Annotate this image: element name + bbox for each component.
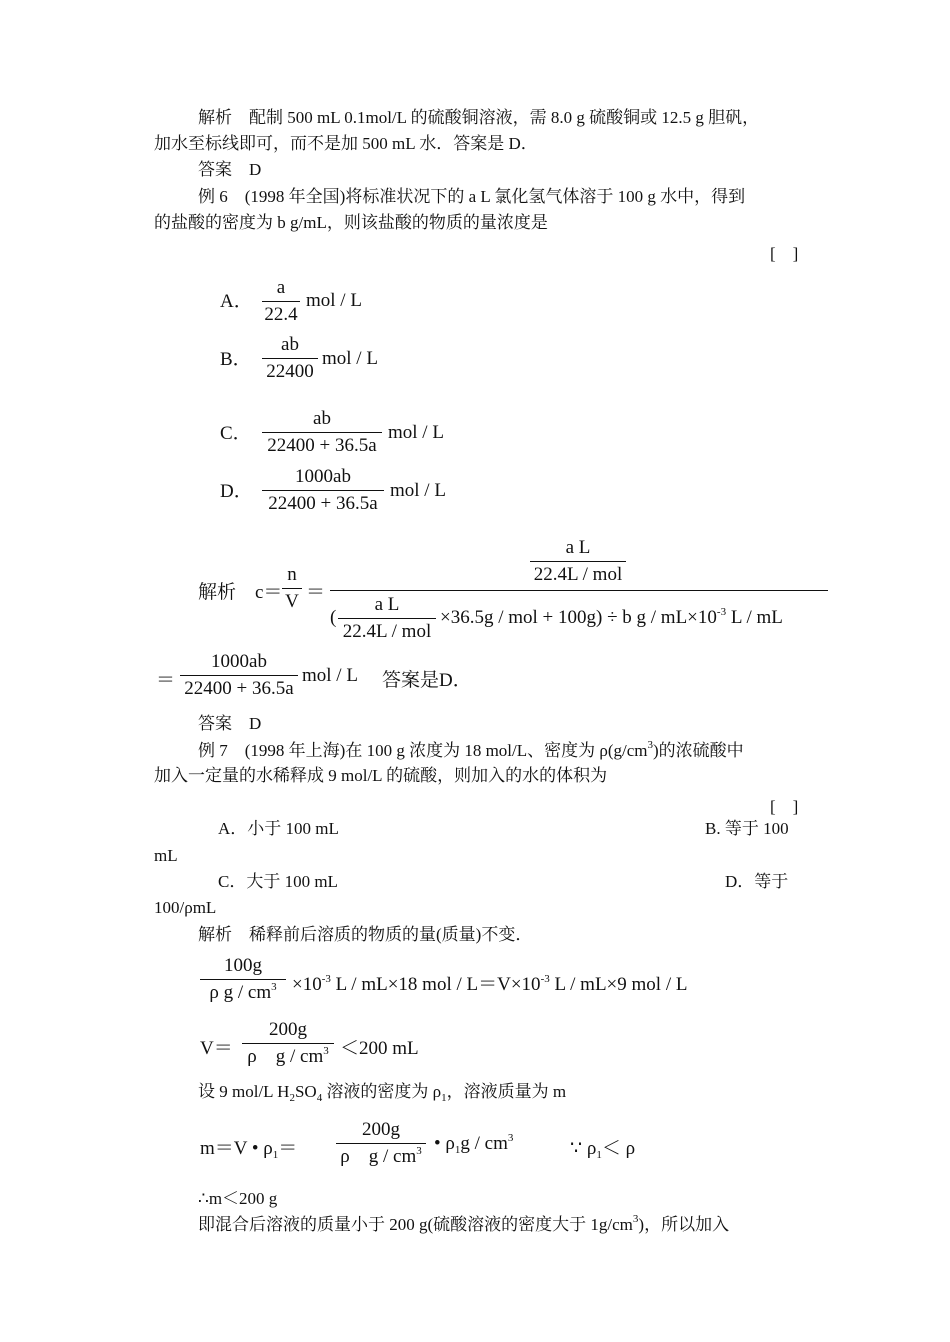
bottom-expression-tail: L / mL: [726, 607, 783, 628]
example-7-line-2: 加入一定量的水稀释成 9 mol/L 的硫酸，则加入的水的体积为: [154, 766, 608, 785]
eq2-tail: ＜200 mL: [340, 1038, 419, 1059]
option-c-denominator: 22400 + 36.5a: [267, 435, 377, 456]
option-7d: D．等于: [725, 872, 789, 891]
main-fraction-bar: [330, 590, 828, 591]
eq2-fraction: [242, 1018, 334, 1069]
sub-1: 1: [441, 1092, 447, 1104]
set-part-b: SO: [294, 1082, 317, 1101]
option-b-numerator: ab: [281, 334, 299, 355]
bottom-exponent: -3: [716, 606, 727, 618]
eq3-mid: • ρ: [434, 1133, 455, 1154]
sub-4: 4: [316, 1092, 323, 1104]
result-unit: mol / L: [302, 665, 358, 686]
option-a-fraction: [262, 276, 300, 327]
option-b-label: B．: [220, 349, 252, 370]
eq1-exp-2: -3: [540, 973, 550, 985]
eq1-denominator-text: ρ g / cm: [209, 982, 272, 1003]
density-set-line: [198, 1081, 566, 1103]
option-7a: A．小于 100 mL: [218, 819, 339, 838]
option-d-denominator: 22400 + 36.5a: [268, 493, 378, 514]
example-6-line-1: 例 6 (1998 年全国)将标准状况下的 a L 氯化氢气体溶于 100 g 水中，得到: [198, 187, 746, 206]
analysis-line-1: 解析 配制 500 mL 0.1mol/L 的硫酸铜溶液，需 8.0 g 硫酸铜或 12.5 g 胆矾，: [198, 108, 760, 127]
option-d-numerator: 1000ab: [295, 466, 351, 487]
option-7b: B. 等于 100: [705, 819, 789, 838]
eq1-rest-1: L / mL×18 mol / L＝V×10: [330, 974, 541, 995]
eq1-rest-2: L / mL×9 mol / L: [549, 974, 688, 995]
bottom-inner-denominator: 22.4L / mol: [342, 621, 432, 642]
option-a-label: A．: [220, 291, 253, 312]
result-answer: 答案是D．: [382, 670, 472, 691]
eq2-denominator-text: ρ g / cm: [247, 1046, 324, 1067]
eq3-sub-1b: 1: [454, 1144, 461, 1156]
eq3-sub-1: 1: [272, 1149, 279, 1161]
eq1-denominator-sup: 3: [271, 981, 277, 993]
answer-bracket: [ ]: [770, 244, 799, 263]
therefore-line: ∴m＜200 g: [198, 1189, 278, 1208]
option-d-unit: mol / L: [390, 480, 446, 501]
bottom-inner-numerator: a L: [374, 594, 400, 615]
top-inner-fraction: [530, 536, 626, 587]
option-7c: C．大于 100 mL: [218, 872, 338, 891]
option-c-fraction: [262, 407, 382, 458]
solution-7-intro: 解析 稀释前后溶质的物质的量(质量)不变．: [198, 925, 533, 944]
eq3-because: [570, 1133, 635, 1160]
eq3-prefix: [200, 1133, 297, 1160]
set-part-d: ，溶液质量为 m: [446, 1082, 567, 1101]
bottom-expression: [440, 607, 783, 629]
eq1-rest: [292, 969, 687, 996]
eq3-unit-sup: 3: [507, 1132, 514, 1144]
eq3-less-than: ＜ ρ: [601, 1138, 636, 1159]
option-7b-cont: mL: [154, 846, 178, 865]
bottom-open-paren: (: [330, 607, 337, 628]
eq3-because-text: ∵ ρ: [570, 1138, 597, 1159]
conclusion-line: [198, 1214, 729, 1236]
eq1-fraction: [200, 954, 286, 1005]
equals-sign: ＝: [306, 582, 326, 603]
n-over-v-fraction: [282, 563, 302, 614]
example-7-line-1: [198, 740, 744, 762]
eq2-numerator: 200g: [269, 1019, 307, 1040]
option-a-denominator: 22.4: [264, 304, 298, 325]
example-7-line-1-text: 例 7 (1998 年上海)在 100 g 浓度为 18 mol/L、密度为 ρ(g/cm: [198, 741, 648, 760]
example-7-sup: 3: [647, 739, 654, 751]
eq1-numerator: 100g: [224, 955, 262, 976]
option-b-denominator: 22400: [266, 361, 314, 382]
v-symbol: V: [285, 591, 299, 612]
set-part-a: 设 9 mol/L H: [198, 1082, 290, 1101]
set-part-c: 溶液的密度为 ρ: [322, 1082, 442, 1101]
result-fraction: [180, 650, 298, 701]
eq3-prefix-text: m＝V • ρ: [200, 1138, 273, 1159]
solution-6-prefix: 解析 c＝: [198, 582, 283, 603]
answer-line: 答案 D: [198, 160, 262, 179]
eq3-equals: ＝: [278, 1138, 298, 1159]
answer-bracket-7: [ ]: [770, 797, 799, 816]
option-c-numerator: ab: [313, 408, 331, 429]
option-d-label: D．: [220, 481, 253, 502]
option-a-numerator: a: [276, 277, 286, 298]
top-inner-numerator: a L: [565, 537, 591, 558]
analysis-line-2: 加水至标线即可，而不是加 500 mL 水．答案是 D．: [154, 134, 538, 153]
top-inner-denominator: 22.4L / mol: [533, 564, 623, 585]
eq3-fraction: [336, 1118, 426, 1169]
eq1-mid: ×10: [292, 974, 322, 995]
eq1-exp-1: -3: [321, 973, 331, 985]
conclusion-tail: )，所以加入: [638, 1215, 730, 1234]
conclusion-sup: 3: [632, 1213, 639, 1225]
option-a-unit: mol / L: [306, 290, 362, 311]
option-7d-cont: 100/ρmL: [154, 898, 217, 917]
example-6-line-2: 的盐酸的密度为 b g/mL，则该盐酸的物质的量浓度是: [154, 213, 548, 232]
option-d-fraction: [262, 465, 384, 516]
answer-6-line: 答案 D: [198, 714, 262, 733]
eq2-denominator: [242, 1045, 334, 1069]
sub-2: 2: [289, 1092, 295, 1104]
eq3-because-sub: 1: [596, 1149, 602, 1161]
eq3-rest: [434, 1133, 513, 1155]
eq3-denominator-sup: 3: [416, 1145, 422, 1157]
bottom-expression-main: ×36.5g / mol + 100g) ÷ b g / mL×10: [440, 607, 717, 628]
eq3-numerator: 200g: [362, 1119, 400, 1140]
option-b-unit: mol / L: [322, 348, 378, 369]
result-equals: ＝: [156, 670, 176, 691]
result-denominator: 22400 + 36.5a: [184, 678, 294, 699]
eq3-unit: g / cm: [460, 1133, 508, 1154]
bottom-inner-fraction: [338, 593, 436, 644]
n-symbol: n: [287, 564, 297, 585]
option-c-unit: mol / L: [388, 422, 444, 443]
option-c-label: C．: [220, 423, 252, 444]
example-7-line-1-tail: )的浓硫酸中: [653, 741, 744, 760]
eq1-denominator: [200, 981, 286, 1005]
eq2-denominator-sup: 3: [323, 1045, 329, 1057]
option-b-fraction: [262, 333, 318, 384]
conclusion-text: 即混合后溶液的质量小于 200 g(硫酸溶液的密度大于 1g/cm: [198, 1215, 633, 1234]
eq3-denominator: [336, 1145, 426, 1169]
eq2-prefix: V＝: [200, 1038, 233, 1059]
eq3-denominator-text: ρ g / cm: [340, 1146, 417, 1167]
result-numerator: 1000ab: [211, 651, 267, 672]
